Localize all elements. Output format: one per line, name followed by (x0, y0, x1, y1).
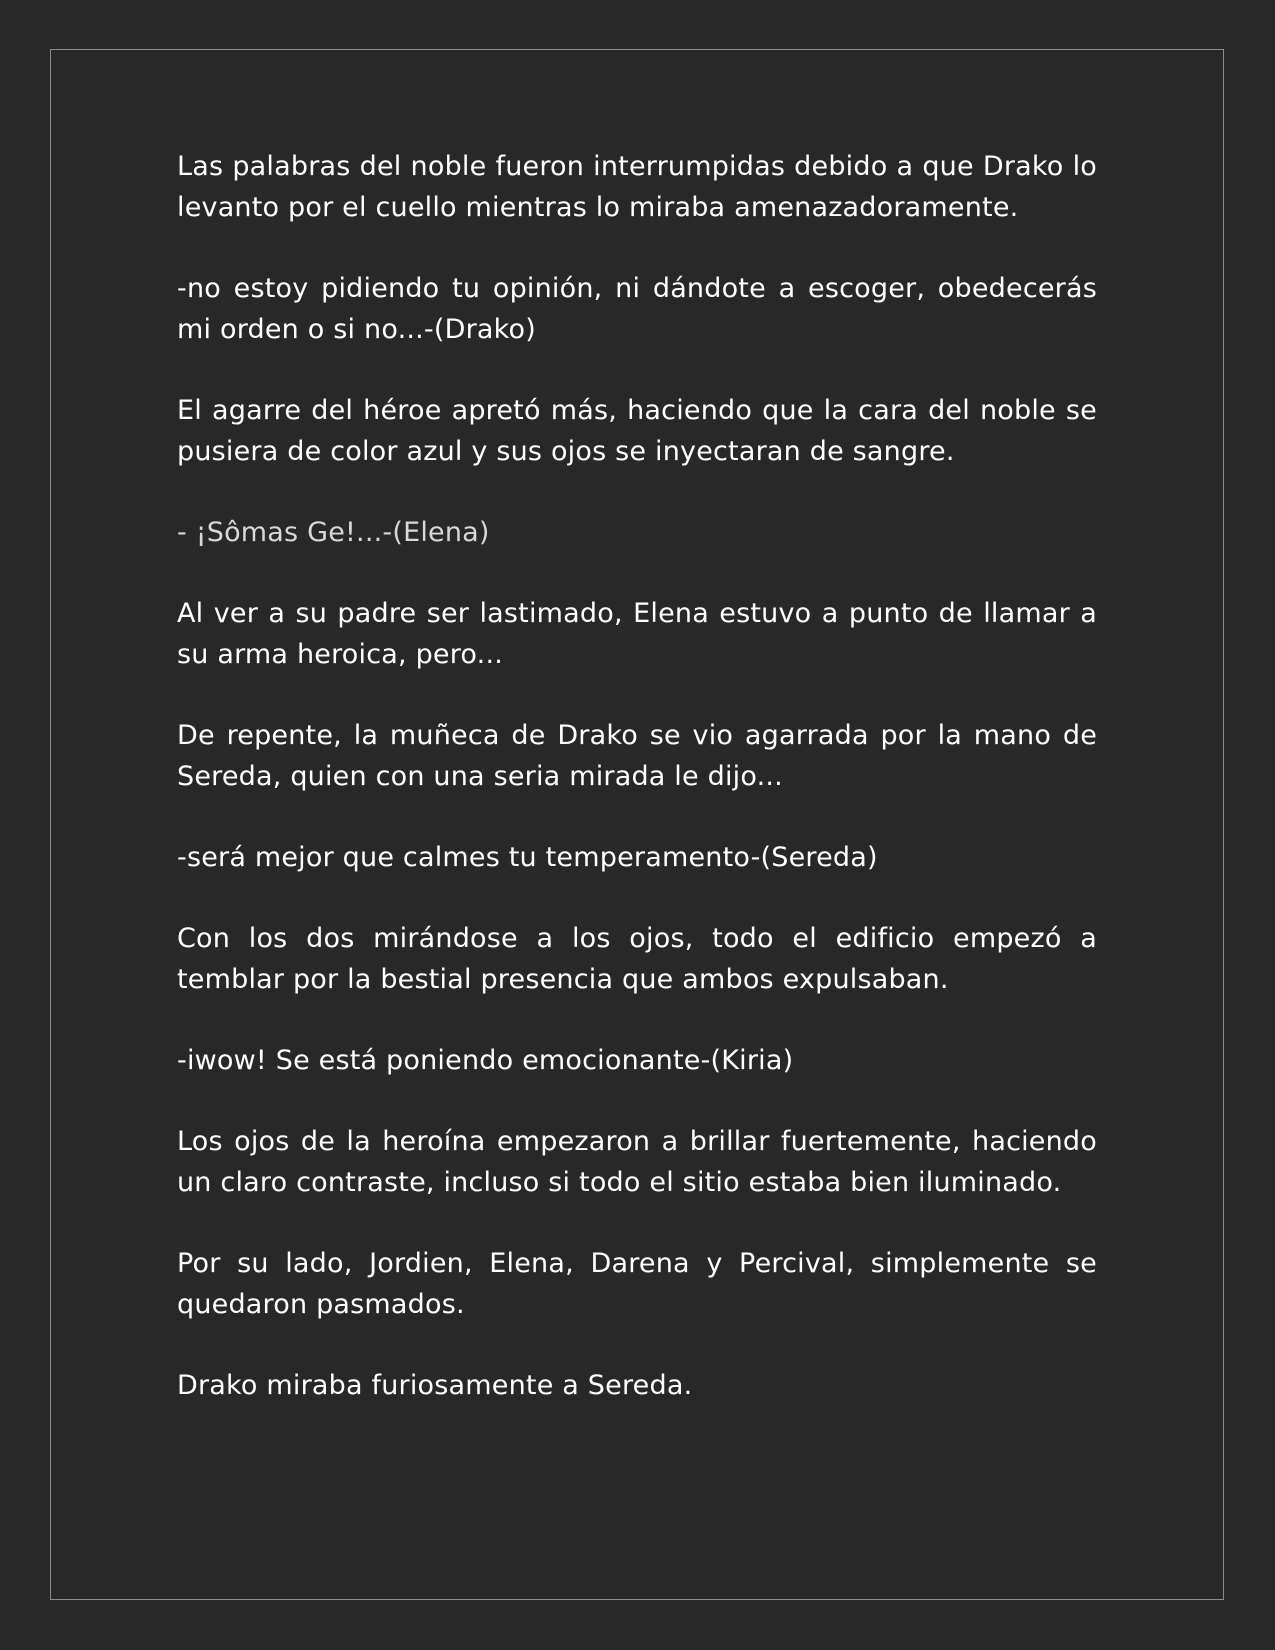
paragraph-10: Los ojos de la heroína empezaron a brillar fuertemente, haciendo un claro contraste, incluso si todo el sitio estaba bien iluminado. (177, 1126, 1097, 1198)
paragraph-9: -iwow! Se está poniendo emocionante-(Kiria) (177, 1045, 794, 1076)
paragraph-12: Drako miraba furiosamente a Sereda. (177, 1370, 693, 1401)
story-text (177, 146, 1097, 1446)
paragraph-7: -será mejor que calmes tu temperamento-(Sereda) (177, 842, 878, 873)
paragraph-5: Al ver a su padre ser lastimado, Elena estuvo a punto de llamar a su arma heroica, pero... (177, 598, 1097, 670)
paragraph-2: -no estoy pidiendo tu opinión, ni dándote a escoger, obedecerás mi orden o si no...-(Drako) (177, 273, 1097, 345)
paragraph-3: El agarre del héroe apretó más, haciendo que la cara del noble se pusiera de color azul y sus ojos se inyectaran de sangre. (177, 395, 1097, 467)
paragraph-6: De repente, la muñeca de Drako se vio agarrada por la mano de Sereda, quien con una seria mirada le dijo... (177, 720, 1097, 792)
paragraph-1: Las palabras del noble fueron interrumpidas debido a que Drako lo levanto por el cuello mientras lo miraba amenazadoramente. (177, 151, 1097, 223)
paragraph-8: Con los dos mirándose a los ojos, todo el edificio empezó a temblar por la bestial presencia que ambos expulsaban. (177, 923, 1097, 995)
paragraph-11: Por su lado, Jordien, Elena, Darena y Percival, simplemente se quedaron pasmados. (177, 1248, 1097, 1320)
paragraph-4: - ¡Sômas Ge!...-(Elena) (177, 517, 490, 548)
